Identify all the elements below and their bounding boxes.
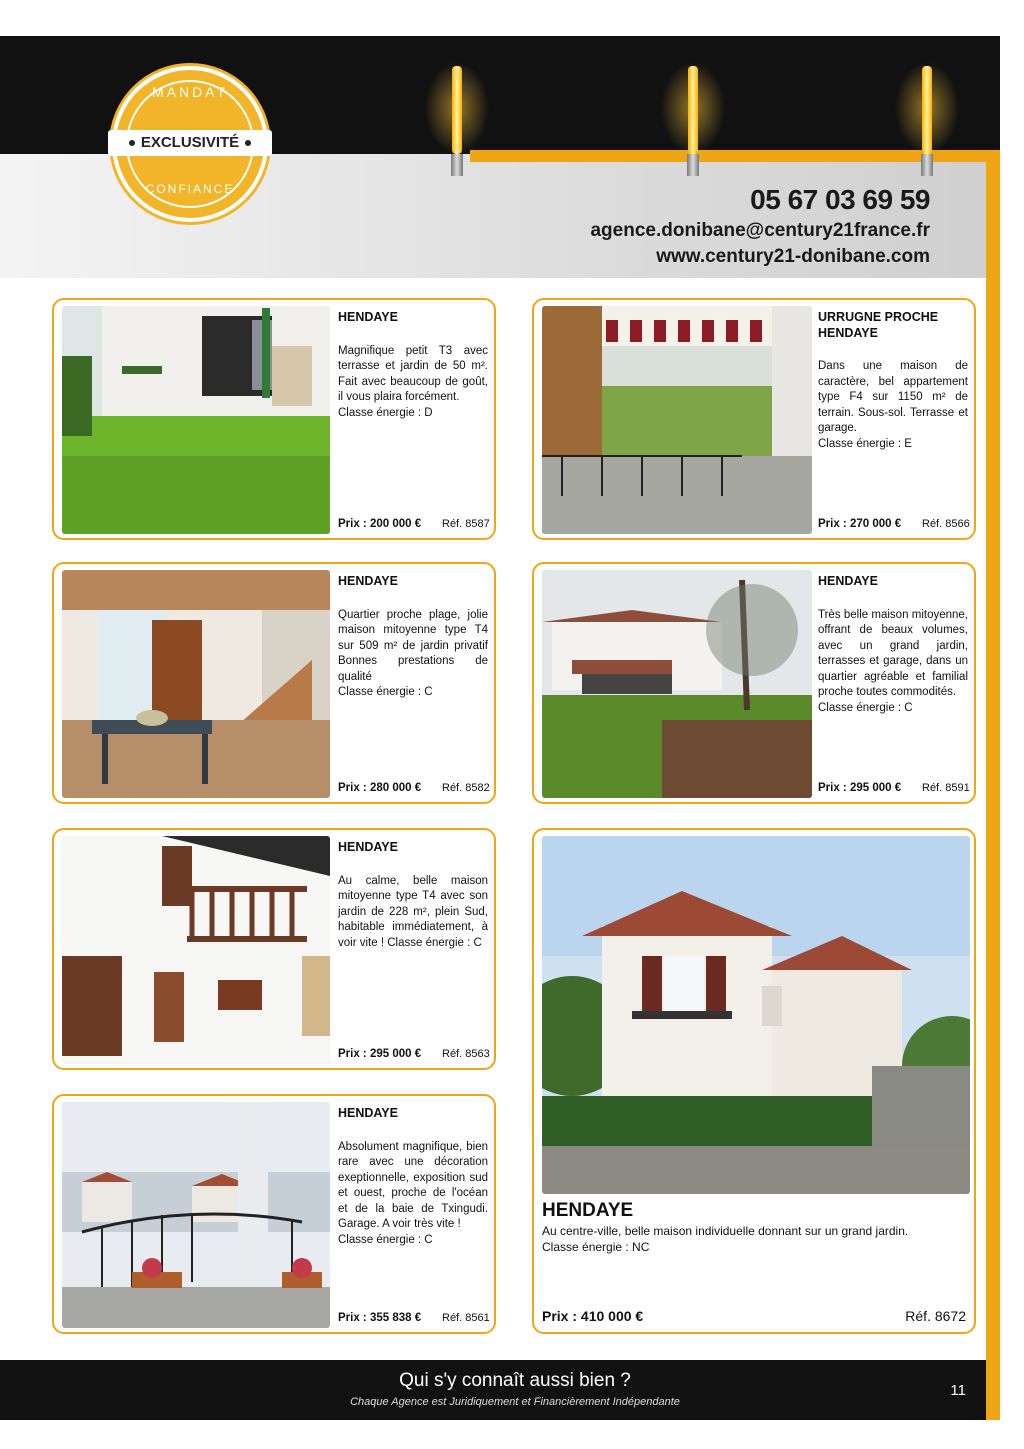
listing-city: HENDAYE	[818, 574, 878, 588]
balcony-view-photo	[542, 306, 812, 534]
listing-price: Prix : 295 000 €	[338, 1048, 422, 1060]
seal-band	[108, 130, 272, 156]
featured-house-photo	[542, 836, 970, 1194]
listing-card[interactable]	[52, 1094, 496, 1334]
listing-energy-class: Classe énergie : D	[338, 406, 433, 419]
listing-energy-class: Classe énergie : C	[818, 701, 913, 714]
listing-reference: Réf. 8582	[442, 782, 490, 794]
listing-reference: Réf. 8566	[922, 518, 970, 530]
agency-phone[interactable]: 05 67 03 69 59	[750, 184, 930, 215]
listing-description: Dans une maison de caractère, bel appartement type F4 sur 1150 m² de terrain. Sous-sol. Terrasse et garage.	[818, 360, 968, 434]
listing-price: Prix : 270 000 €	[818, 518, 902, 530]
seal-middle-text: EXCLUSIVITÉ	[140, 134, 240, 151]
footer-slogan: Qui s'y connaît aussi bien ?	[399, 1370, 631, 1391]
listing-card[interactable]	[532, 562, 976, 804]
footer-subline: Chaque Agence est Juridiquement et Financièrement Indépendante	[350, 1396, 680, 1408]
seal-bottom-text: CONFIANCE	[145, 182, 235, 196]
garden-terrace-photo	[62, 306, 330, 534]
listing-city: HENDAYE	[338, 310, 398, 324]
listing-reference: Réf. 8587	[442, 518, 490, 530]
listing-reference: Réf. 8591	[922, 782, 970, 794]
agency-email[interactable]: agence.donibane@century21france.fr	[590, 220, 930, 241]
house-garden-photo	[542, 570, 812, 798]
agency-website[interactable]: www.century21-donibane.com	[656, 246, 930, 267]
listing-city: URRUGNE PROCHE HENDAYE	[818, 310, 939, 340]
exclusivity-seal	[112, 66, 268, 222]
lamp-decoration	[684, 58, 702, 178]
featured-reference: Réf. 8672	[905, 1308, 966, 1324]
listing-description: Très belle maison mitoyenne, offrant de beaux volumes, avec un grand jardin, terrasses et garage, dans un quartier agréable et familial proche toutes commodités.	[818, 608, 968, 698]
featured-price: Prix : 410 000 €	[542, 1308, 644, 1324]
accent-stripe-right	[986, 150, 1000, 1420]
listing-price: Prix : 355 838 €	[338, 1312, 422, 1324]
listing-card[interactable]	[52, 298, 496, 540]
seal-top-text: MANDAT	[151, 84, 229, 100]
listing-description: Quartier proche plage, jolie maison mitoyenne type T4 sur 509 m² de jardin privatif Bonnes prestations de qualité	[338, 608, 488, 683]
terrace-view-photo	[62, 1102, 330, 1328]
featured-listing-card[interactable]	[532, 828, 976, 1334]
listing-city: HENDAYE	[338, 574, 398, 588]
listing-price: Prix : 280 000 €	[338, 782, 422, 794]
listing-card[interactable]	[52, 828, 496, 1070]
featured-city: HENDAYE	[542, 1200, 634, 1221]
listing-description: Magnifique petit T3 avec terrasse et jardin de 50 m². Fait avec beaucoup de goût, il vous plaira forcément.	[338, 344, 488, 403]
listing-energy-class: Classe énergie : C	[338, 686, 433, 698]
lamp-decoration	[448, 58, 466, 178]
listing-energy-class: Classe énergie : C	[338, 1233, 433, 1246]
featured-energy-class: Classe énergie : NC	[542, 1240, 650, 1254]
listing-reference: Réf. 8563	[442, 1048, 490, 1060]
listing-reference: Réf. 8561	[442, 1312, 490, 1324]
page-number: 11	[950, 1382, 966, 1399]
listing-description: Absolument magnifique, bien rare avec une décoration exeptionnelle, exposition sud et ouest, proche de l'océan et de la baie de Txingudi. Garage. A voir très vite !	[338, 1140, 488, 1230]
lamp-decoration	[918, 58, 936, 178]
basque-house-photo	[62, 836, 330, 1064]
listing-card[interactable]	[532, 298, 976, 540]
listing-price: Prix : 200 000 €	[338, 518, 422, 530]
listing-price: Prix : 295 000 €	[818, 782, 902, 794]
footer-band	[0, 1360, 986, 1420]
featured-description: Au centre-ville, belle maison individuelle donnant sur un grand jardin.	[542, 1224, 909, 1238]
listing-city: HENDAYE	[338, 840, 398, 854]
listing-city: HENDAYE	[338, 1106, 398, 1120]
listing-description: Au calme, belle maison mitoyenne type T4 avec son jardin de 228 m², plein Sud, habitable immédiatement, à voir vite ! Classe énergie : C	[338, 874, 488, 949]
listing-energy-class: Classe énergie : E	[818, 437, 912, 450]
interior-stairs-photo	[62, 570, 330, 798]
listing-card[interactable]	[52, 562, 496, 804]
